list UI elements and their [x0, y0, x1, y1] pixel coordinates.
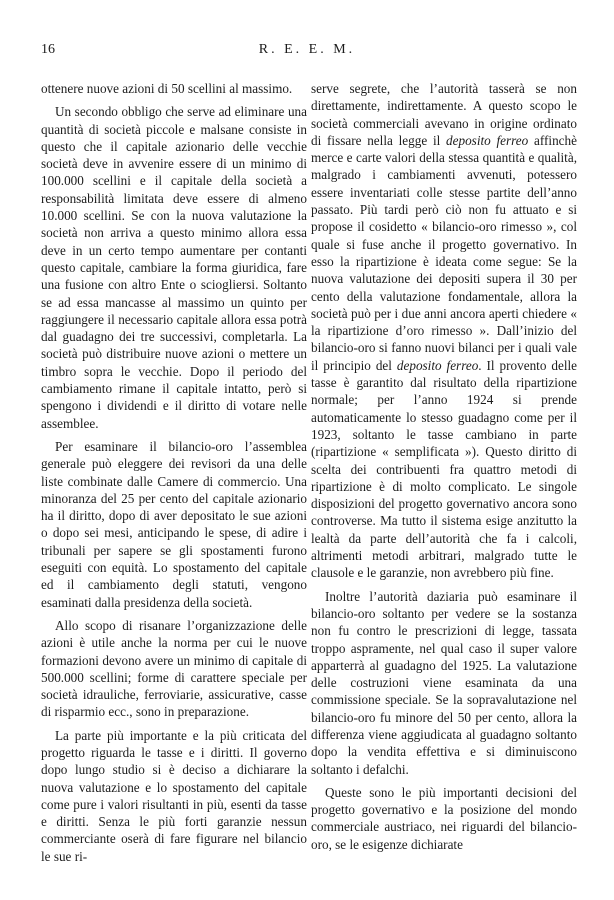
paragraph: Un secondo obbligo che serve ad eliminare una quantità di società piccole e malsane consiste in questo che il capitale azionario delle vecchie società deve in avvenire essere di un minimo di 100.000 scellini e il capitale della società a responsabilità limitata deve essere di almeno 10.000 scellini. Se con la nuova valutazione la società non arriva a questo minimo allora essa deve in un certo tempo aumentare per contanti questo capitale, cambiare la forma giuridica, fare una fusione con altro Ente o sciogliersi. Soltanto se ad essa mancasse al massimo un quinto per raggiungere il necessario capitale allora essa potrà dal guadagno dei tre successivi, completarla. La società può distribuire nuove azioni o mettere un timbro sopra le vecchie. Dopo il periodo del cambiamento rimane il capitale intatto, però si spengono i dividendi e il diritto di votare nelle assemblee.: [41, 104, 307, 431]
italic-term: deposito ferreo: [396, 357, 479, 373]
running-title: R. E. E. M.: [258, 42, 356, 57]
paragraph: ottenere nuove azioni di 50 scellini al massimo.: [41, 81, 293, 96]
paragraph: Allo scopo di risanare l’organizzazione delle azioni è utile anche la norma per cui le nuove formazioni devono avere un minimo di capitale di 500.000 scellini; forme di carattere speciale per società idrauliche, ferroviarie, assicurative, casse di risparmio ecc., sono in preparazione.: [41, 617, 307, 720]
paragraph: Queste sono le più importanti decisioni del progetto governativo e la posizione del mondo commerciale austriaco, nei riguardi del bilancio-oro, se le esigenze dichiarate: [311, 784, 577, 852]
left-column: [41, 80, 307, 871]
paragraph-text: affinchè merce e carte valori della stessa quantità e qualità, malgrado i cambiamenti avvenuti, potessero essere inventariati colle stesse partite dell’anno passato. Più tardi però ciò non fu attuato e si propose il cosidetto « bilancio-oro rimesso », col quale si fuse anche il progetto governativo. In esso la ripartizione è ideata come segue: Se la nuova valutazione dei depositi supera il 30 per cento della valutazione fondamentale, allora la società può per i due anni ancora aperti chiedere « la ripartizione d’oro rimesso ». Dall’inizio del bilancio-oro si fanno nuovi bilanci per i quali vale il principio del: [311, 132, 577, 373]
paragraph: [311, 80, 577, 582]
paragraph-text: serve segrete, che l’autorità tasserà se non direttamente, indirettamente. A questo scopo le società commerciali avevano in origine ordinato di fissare nella legge il: [311, 81, 577, 148]
right-column: [311, 80, 577, 859]
paragraph: La parte più importante e la più criticata del progetto riguarda le tasse e i diritti. Il governo dopo lungo studio si è deciso a dichiarare la nuova valutazione e lo spostamento del capitale come pure i valori risultanti in più, esenti da tasse e diritti. Senza le più forti garanzie nessun commerciante oserà di fare figurare nel bilancio le sue ri-: [41, 727, 307, 864]
italic-term: deposito ferreo: [446, 132, 529, 148]
paragraph: Inoltre l’autorità daziaria può esaminare il bilancio-oro soltanto per vedere se la sostanza non fu contro le prescrizioni di legge, tassata troppo aspramente, nel qual caso il super valore apparterrà al guadagno del 1925. La valutazione delle costruzioni viene esaminata da una commissione speciale. Se la sopravalutazione nel bilancio-oro fu minore del 50 per cento, allora la differenza viene aggiudicata al guadagno soltanto dopo la vendita effettiva e si diminuiscono soltanto i defalchi.: [311, 588, 577, 777]
paragraph: Per esaminare il bilancio-oro l’assemblea generale può eleggere dei revisori da una delle liste combinate dalle Camere di commercio. Una minoranza del 25 per cento del capitale azionario ha il diritto, dopo di aver depositato le sue azioni o dopo sei mesi, anticipando le spese, di adire i tribunali per sapere se gli spostamenti furono eseguiti con equità. Lo spostamento del capitale ed il cambiamento degli statuti, vengono esaminati dalla presidenza della società.: [41, 438, 307, 610]
page-number: 16: [41, 42, 55, 57]
page-header: [0, 42, 614, 64]
paragraph-text: . Il provento delle tasse è garantito dal risultato della ripartizione normale; per l’anno 1924 si prende automaticamente lo stesso guadagno come per il 1923, soltanto le tasse cambiano in parte (ripartizione « semplificata »). Questo diritto di scelta dei contribuenti fra quattro metodi di ripartizione è di molto complicato. Le singole disposizioni del progetto governativo ancora sono controverse. Ma tutto il sistema esige anzitutto la lealtà da parte dell’autorità che fa i calcoli, altrimenti metodi arbitrari, malgrado tutte le clausole e le garanzie, non avrebbero più fine.: [311, 357, 578, 581]
